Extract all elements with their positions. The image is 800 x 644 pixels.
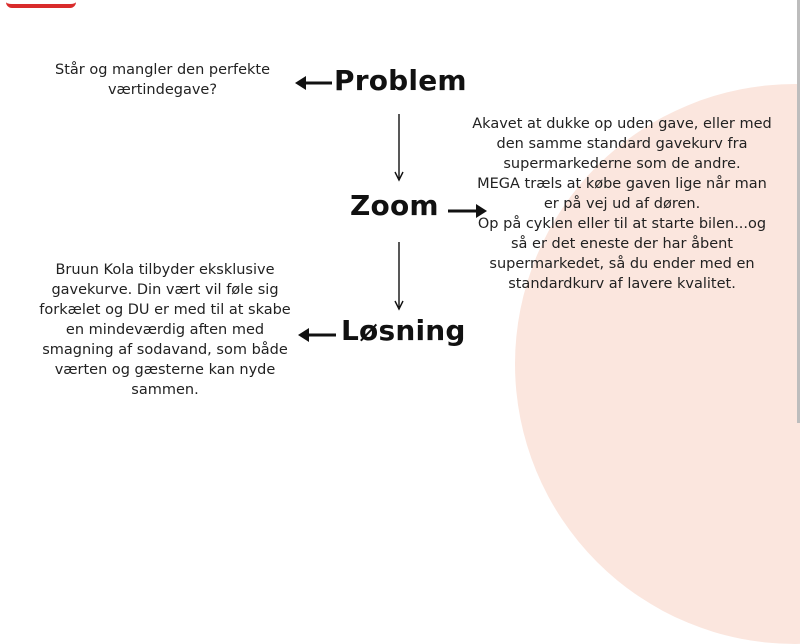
solution-description-line: smagning af sodavand, som både (42, 342, 288, 358)
solution-description-line: en mindeværdig aften med (65, 322, 265, 338)
zoom-description-line: er på vej ud af døren. (543, 196, 701, 212)
solution-description-line: forkælet og DU er med til at skabe (39, 302, 291, 318)
arrow-down-icon (395, 114, 403, 180)
arrow-down-icon (395, 242, 403, 309)
problem-description-line: værtindegave? (107, 82, 218, 98)
solution-description-line: værten og gæsterne kan nyde (54, 362, 276, 378)
arrow-left-icon (298, 328, 336, 342)
zoom-description-line: supermarkedet, så du ender med en (489, 256, 755, 272)
solution-label: Løsning (341, 314, 466, 347)
arrow-left-icon (295, 76, 332, 90)
zoom-description-line: standardkurv af lavere kvalitet. (508, 276, 736, 292)
zoom-description-line: supermarkederne som de andre. (503, 156, 741, 172)
solution-description-line: sammen. (131, 382, 199, 398)
zoom-description-line: Akavet at dukke op uden gave, eller med (472, 116, 772, 132)
zoom-description-line: den samme standard gavekurv fra (496, 136, 748, 152)
problem-label: Problem (334, 64, 467, 97)
problem-description-line: Står og mangler den perfekte (55, 62, 270, 78)
solution-description-line: gavekurve. Din vært vil føle sig (51, 282, 279, 298)
zoom-description-line: så er det eneste der har åbent (511, 236, 733, 252)
solution-description-line: Bruun Kola tilbyder eksklusive (55, 262, 275, 278)
zoom-description-line: MEGA træls at købe gaven lige når man (477, 176, 767, 192)
zoom-description-line: Op på cyklen eller til at starte bilen...og (477, 216, 767, 232)
arrow-right-icon (448, 204, 487, 218)
zoom-label: Zoom (350, 189, 439, 222)
